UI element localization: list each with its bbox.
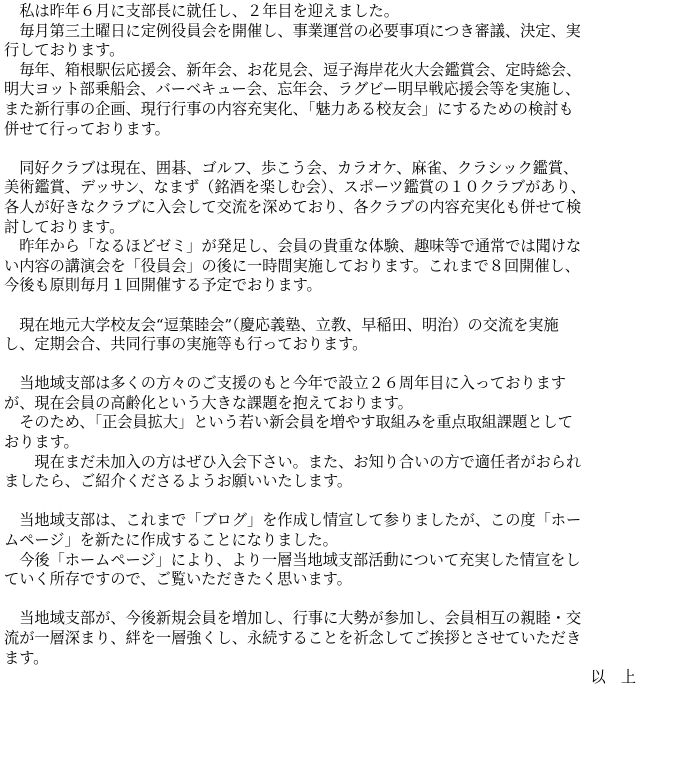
paragraph-spacer <box>4 492 680 512</box>
text-line: ムページ」を新たに作成することになりました。 <box>4 531 338 550</box>
paragraph <box>4 609 680 668</box>
text-line: 昨年から「なるほどゼミ」が発足し、会員の貴重な体験、趣味等で通常では聞けな <box>4 237 582 256</box>
text-line: 当地域支部は多くの方々のご支援のもと今年で設立２６周年目に入っております <box>4 374 566 393</box>
text-line: 美術鑑賞、デッサン、なまず（銘酒を楽しむ会）、スポーツ鑑賞の１０クラブがあり、 <box>4 178 586 197</box>
paragraph <box>4 2 680 139</box>
text-line: し、定期会合、共同行事の実施等も行っております。 <box>4 335 368 354</box>
text-line: 討しております。 <box>4 217 125 236</box>
text-line: 今後も原則毎月１回開催する予定でおります。 <box>4 276 322 295</box>
text-line: また新行事の企画、現行行事の内容充実化、「魅力ある校友会」にするための検討も <box>4 99 574 118</box>
text-line: 今後「ホームページ」により、より一層当地域支部活動について充実した情宣をし <box>4 550 581 569</box>
paragraph <box>4 316 680 355</box>
text-line: そのため、「正会員拡大」という若い新会員を増やす取組みを重点取組課題として <box>4 413 573 432</box>
text-line: ましたら、ご紹介くださるようお願いいたします。 <box>4 472 353 491</box>
text-line: 当地域支部が、今後新規会員を増加し、行事に大勢が参加し、会員相互の親睦・交 <box>4 609 582 628</box>
text-line: 各人が好きなクラブに入会して交流を深めており、各クラブの内容充実化も併せて検 <box>4 197 582 216</box>
paragraph <box>4 511 680 589</box>
text-line: 流が一層深まり、絆を一層強くし、永続することを祈念してご挨拶とさせていただき <box>4 629 582 647</box>
text-line: ていく所存ですので、ご覧いただきたく思います。 <box>4 570 352 589</box>
text-line: 現在地元大学校友会“逗葉睦会”（慶応義塾、立教、早稲田、明治）の交流を実施 <box>4 315 559 334</box>
text-line: 併せて行っております。 <box>4 119 170 138</box>
text-line: い内容の講演会を「役員会」の後に一時間実施しております。これまで８回開催し、 <box>4 256 580 275</box>
text-line: 私は昨年６月に支部長に就任し、２年目を迎えました。 <box>4 2 399 20</box>
text-line: 当地域支部は、これまで「ブログ」を作成し情宣して参りましたが、この度「ホー <box>4 511 582 530</box>
text-line: 明大ヨット部乗船会、バーベキュー会、忘年会、ラグビー明早戦応援会等を実施し、 <box>4 80 581 99</box>
text-line: が、現在会員の高齢化という大きな課題を抱えております。 <box>4 393 413 412</box>
paragraph-spacer <box>4 590 680 610</box>
text-line: 現在まだ未加入の方はぜひ入会下さい。また、お知り合いの方で適任者がおられ <box>4 452 582 471</box>
paragraph-spacer <box>4 355 680 375</box>
greeting-document <box>4 2 680 688</box>
text-line: おります。 <box>4 433 79 452</box>
paragraph-spacer <box>4 296 680 316</box>
paragraph <box>4 159 680 296</box>
text-line: 毎月第三土曜日に定例役員会を開催し、事業運営の必要事項につき審議、決定、実 <box>4 21 581 40</box>
paragraph-spacer <box>4 139 680 159</box>
paragraph <box>4 374 680 492</box>
text-line: 同好クラブは現在、囲碁、ゴルフ、歩こう会、カラオケ、麻雀、クラシック鑑賞、 <box>4 158 579 177</box>
text-line: 毎年、箱根駅伝応援会、新年会、お花見会、逗子海岸花火大会鑑賞会、定時総会、 <box>4 60 582 79</box>
closing-mark: 以 上 <box>590 668 636 687</box>
text-line: 行しております。 <box>4 41 125 60</box>
text-line: ます。 <box>4 648 49 667</box>
